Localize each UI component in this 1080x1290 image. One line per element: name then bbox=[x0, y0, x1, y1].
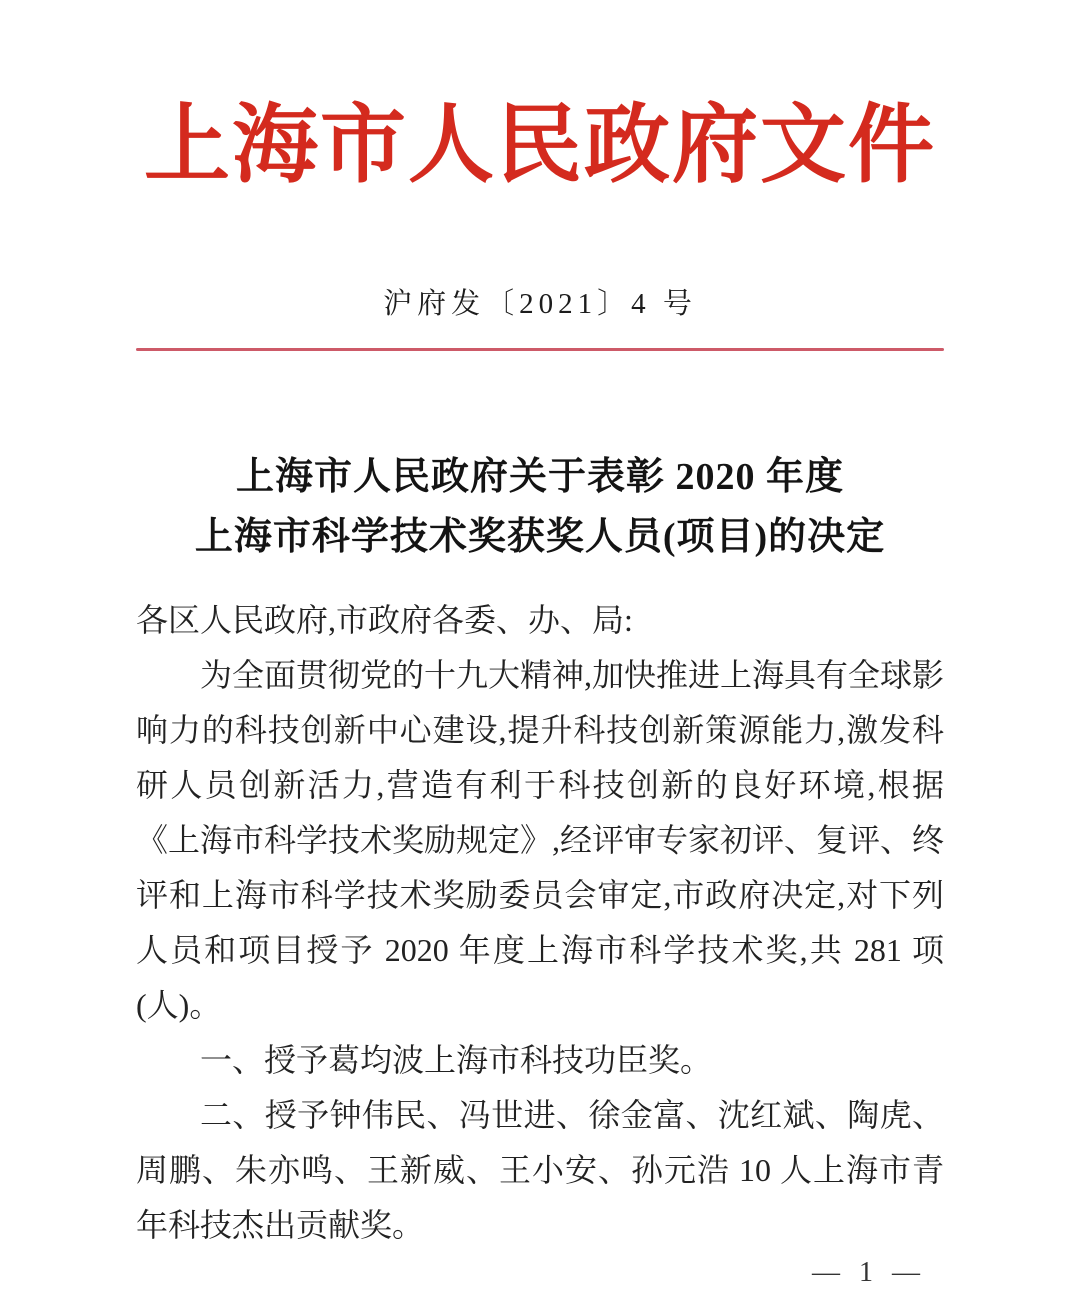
body-paragraph: 为全面贯彻党的十九大精神,加快推进上海具有全球影响力的科技创新中心建设,提升科技创新策源能力,激发科研人员创新活力,营造有利于科技创新的良好环境,根据《上海市科学技术奖励规定》,经评审专家初评、复评、终评和上海市科学技术奖励委员会审定,市政府决定,对下列人员和项目授予 2020 年度上海市科学技术奖,共 281 项(人)。 bbox=[136, 656, 945, 1023]
red-divider-line bbox=[136, 348, 944, 351]
body-paragraph: 二、授予钟伟民、冯世进、徐金富、沈红斌、陶虎、周鹏、朱亦鸣、王新威、王小安、孙元浩 10 人上海市青年科技杰出贡献奖。 bbox=[136, 1096, 944, 1243]
doc-number: 沪府发〔2021〕4 号 bbox=[383, 287, 697, 320]
document-body bbox=[136, 593, 944, 1253]
doc-title bbox=[136, 447, 944, 567]
doc-title-line1: 上海市人民政府关于表彰 2020 年度 bbox=[235, 455, 844, 498]
page-number: — 1 — bbox=[812, 1256, 926, 1288]
doc-title-line2: 上海市科学技术奖获奖人员(项目)的决定 bbox=[194, 515, 886, 558]
body-paragraph: 一、授予葛均波上海市科技功臣奖。 bbox=[200, 1041, 713, 1078]
salutation-line: 各区人民政府,市政府各委、办、局: bbox=[136, 601, 633, 638]
gov-masthead-title: 上海市人民政府文件 bbox=[144, 97, 936, 193]
